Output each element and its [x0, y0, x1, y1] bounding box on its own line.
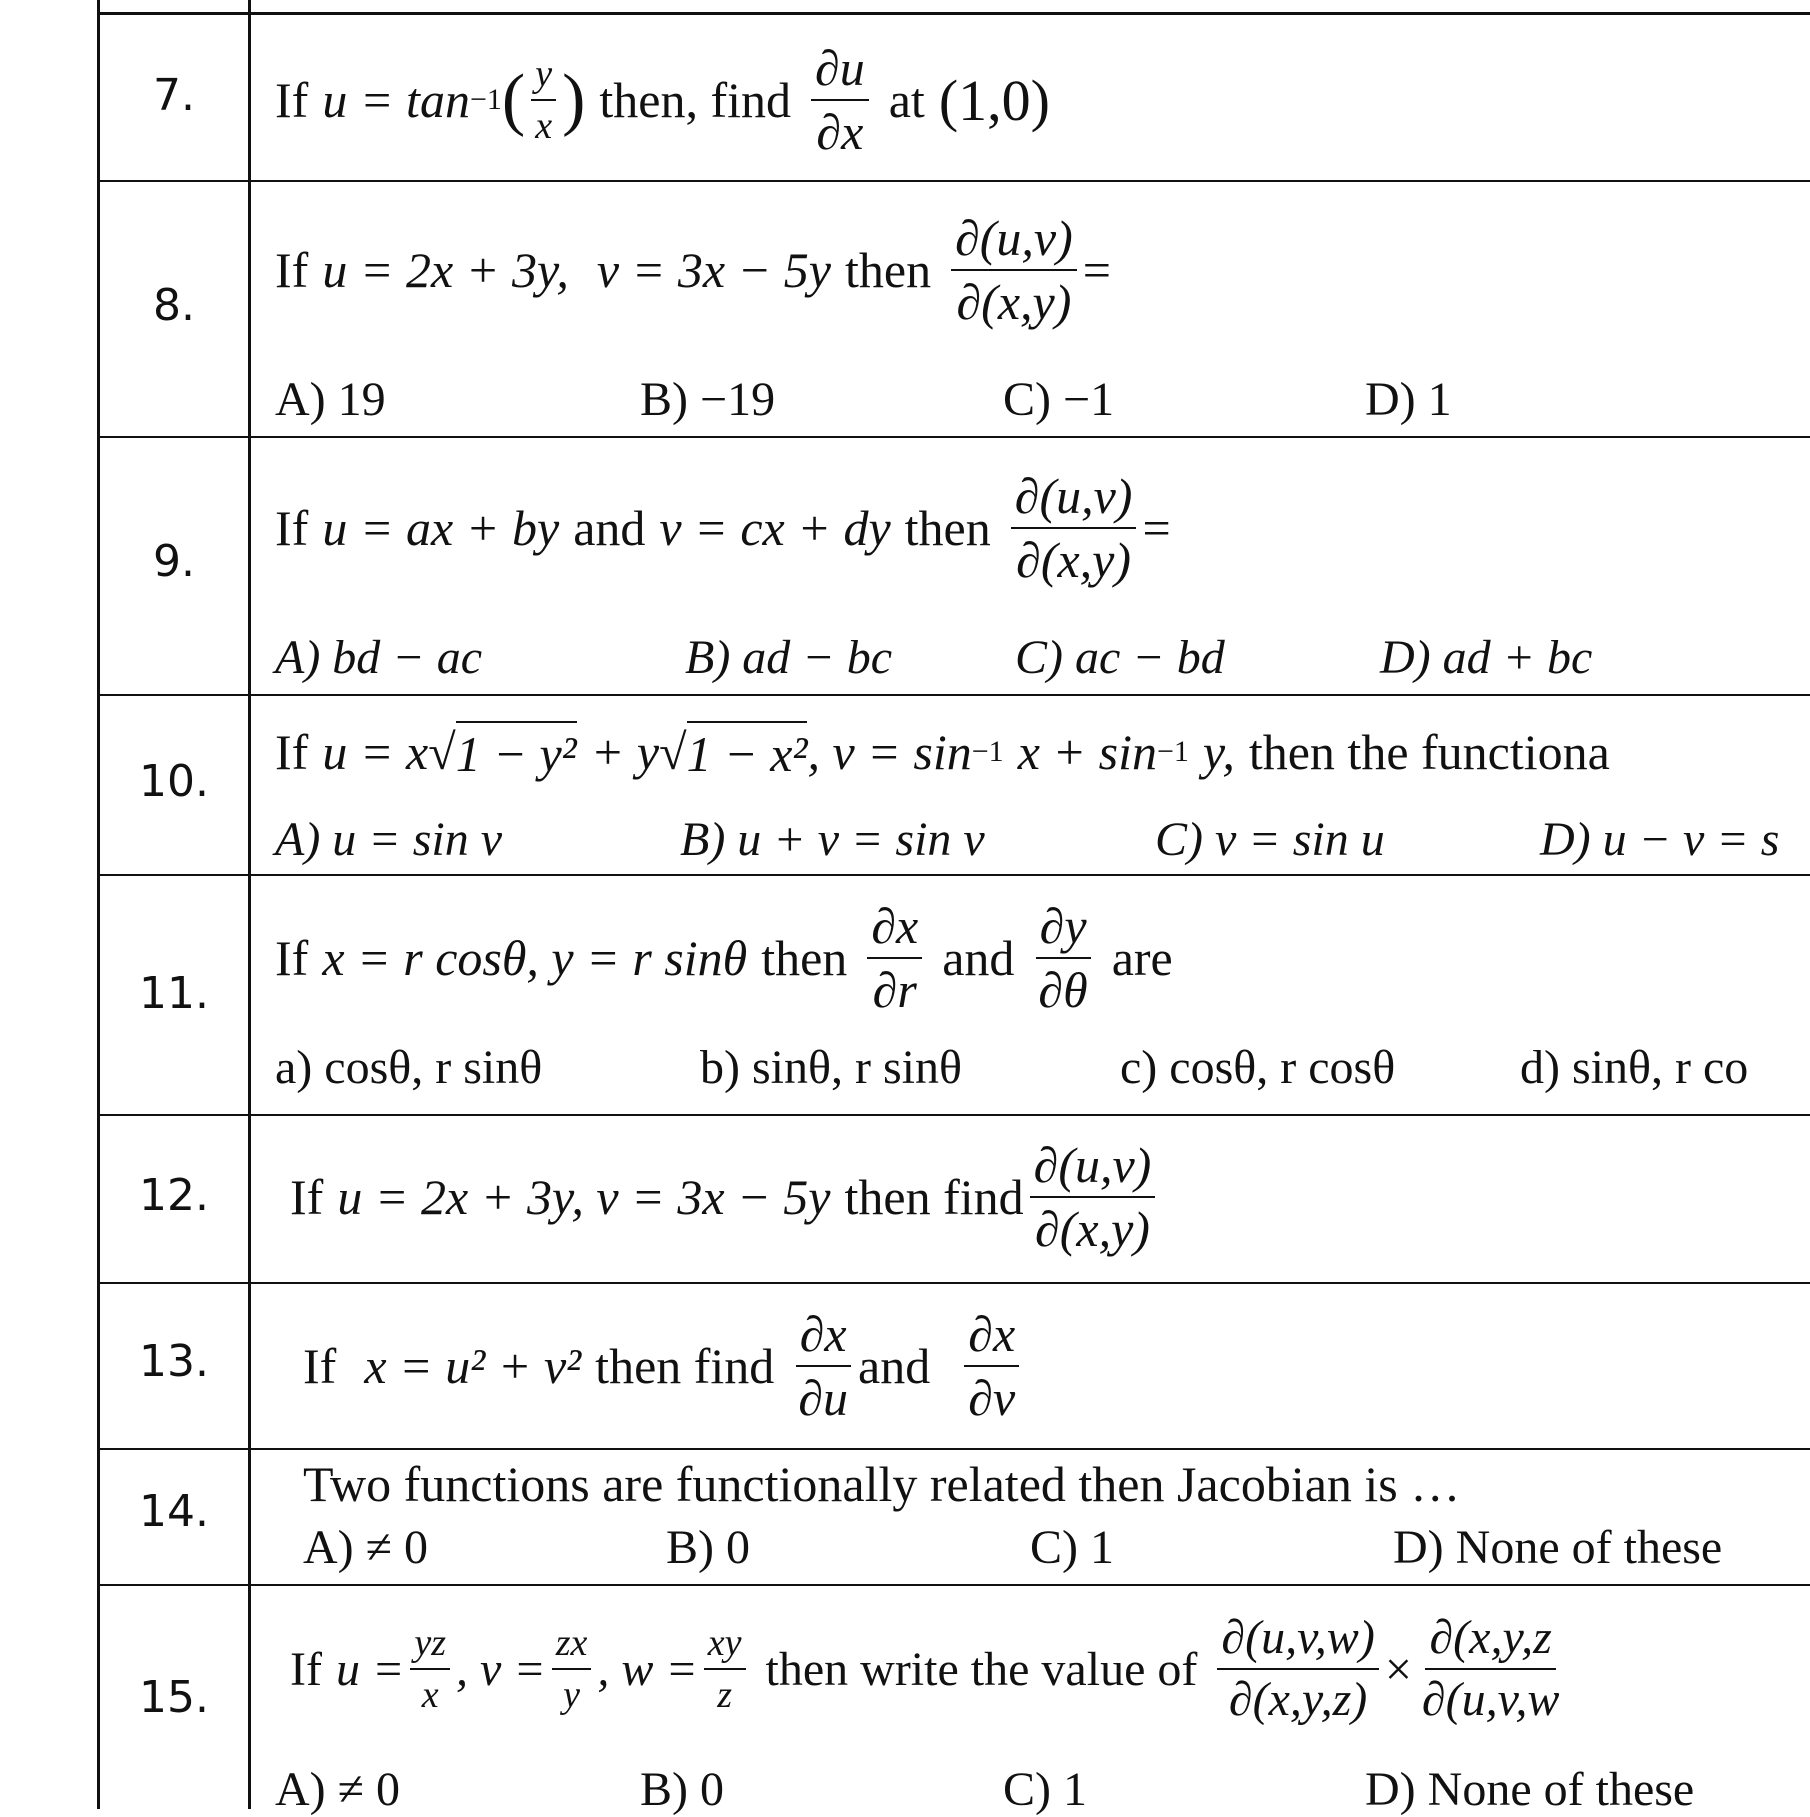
stem-text: then [761, 930, 848, 986]
stem-math: u = ax + by [322, 500, 560, 556]
question-stem [275, 190, 1111, 350]
option-d: d) sinθ, r co [1520, 1041, 1749, 1094]
square-root: 1 − x² [687, 721, 808, 783]
stem-math: u = x [322, 724, 429, 780]
fraction: $\frac{xy}{z}$ [704, 1624, 746, 1714]
stem-text: If [275, 242, 309, 298]
stem-math: v = cx + dy [659, 500, 891, 556]
option-b: B) 0 [666, 1521, 750, 1574]
option-a: A) u = sin v [275, 813, 503, 866]
stem-text: If [275, 724, 309, 780]
question-number: 9. [153, 536, 195, 587]
option-d: D) ad + bc [1380, 631, 1593, 684]
stem-math: x = u² + v² [364, 1338, 582, 1394]
stem-text: Two functions are functionally related then Jacobian is … [303, 1456, 1461, 1512]
option-c: c) cosθ, r cosθ [1120, 1041, 1396, 1094]
fraction: $\frac{\partial x}{\partial v}$ [964, 1309, 1019, 1423]
stem-text: then [904, 500, 991, 556]
option-c: C) −1 [1003, 373, 1115, 426]
jacobian-fraction: $\frac{\partial(u,v,w)}{\partial(x,y,z)}$ [1217, 1614, 1378, 1724]
question-stem [303, 1452, 1460, 1516]
stem-math: u = 2x + 3y, [322, 242, 569, 298]
question-number: 8. [153, 280, 195, 331]
stem-sup: −1 [1156, 735, 1189, 768]
question-stem [275, 448, 1171, 608]
stem-sup: −1 [469, 83, 502, 116]
question-stem [303, 1296, 1025, 1436]
question-stem [275, 888, 1173, 1028]
stem-text: If [303, 1338, 337, 1394]
option-d: D) None of these [1393, 1521, 1723, 1574]
stem-math: u = 2x + 3y, v = 3x − 5y [337, 1169, 831, 1225]
jacobian-fraction: $\frac{\partial(u,v)}{\partial(x,y)}$ [1011, 471, 1137, 585]
stem-text: then the functiona [1248, 724, 1610, 780]
option-b: B) ad − bc [685, 631, 892, 684]
stem-text: then [844, 242, 932, 298]
question-stem: If u = tan −1 ( $\frac{y}{x}$ ) then, find $\frac{\partial u}{\partial x}$ at (1,0) [275, 40, 1050, 160]
stem-text: then find [844, 1169, 1024, 1225]
stem-math: x + sin [1017, 724, 1157, 780]
option-b: B) −19 [640, 373, 776, 426]
question-stem [290, 1594, 1569, 1744]
option-d: D) u − v = s [1540, 813, 1780, 866]
stem-text: then, find [599, 72, 792, 128]
stem-math: (1,0) [938, 67, 1050, 133]
fraction: $\frac{\partial x}{\partial r}$ [867, 901, 922, 1015]
option-a: A) ≠ 0 [303, 1521, 428, 1574]
fraction: $\frac{y}{x}$ [531, 55, 556, 145]
stem-math: u = [335, 1642, 405, 1696]
question-number: 10. [139, 756, 209, 807]
fraction: $\frac{yz}{x}$ [410, 1624, 450, 1714]
question-stem [290, 1124, 1161, 1270]
stem-text: and [573, 500, 646, 556]
jacobian-fraction: $\frac{\partial(u,v)}{\partial(x,y)}$ [1030, 1140, 1156, 1254]
stem-text: = [1142, 500, 1171, 556]
stem-text: If [275, 500, 309, 556]
stem-math: u = tan [322, 72, 470, 128]
jacobian-fraction: $\frac{\partial(u,v)}{\partial(x,y)}$ [951, 213, 1077, 327]
question-number: 14. [139, 1486, 209, 1537]
fraction: $\frac{zx}{y}$ [552, 1624, 592, 1714]
stem-text: are [1111, 930, 1173, 986]
stem-math: + y [590, 724, 660, 780]
stem-text: If [290, 1642, 322, 1696]
stem-text: If [275, 930, 309, 986]
question-number: 15. [139, 1672, 209, 1723]
jacobian-fraction: $\frac{\partial(x,y,z}{\partial(u,v,w}$ [1421, 1611, 1560, 1726]
option-b: b) sinθ, r sinθ [700, 1041, 962, 1094]
stem-text: at [888, 72, 925, 128]
square-root: 1 − y² [456, 721, 577, 783]
option-a: A) ≠ 0 [275, 1763, 400, 1816]
question-stem: If u = x √ 1 − y² + y √ 1 − x² , v = sin −1 x + sin −1 y, then the functiona [275, 712, 1610, 792]
option-d: D) 1 [1365, 373, 1452, 426]
stem-text: If [275, 72, 309, 128]
stem-math: , v = sin [807, 724, 972, 780]
stem-text: If [290, 1169, 324, 1225]
option-c: C) ac − bd [1015, 631, 1225, 684]
question-number: 7. [153, 70, 195, 121]
option-c: C) v = sin u [1155, 813, 1385, 866]
table-left-border [97, 0, 100, 1809]
option-a: A) bd − ac [275, 631, 482, 684]
stem-text: and [942, 930, 1015, 986]
stem-text: = [1082, 242, 1111, 298]
stem-math: x = r cosθ, y = r sinθ [322, 930, 748, 986]
stem-text: then write the value of [765, 1642, 1198, 1696]
question-number: 11. [139, 968, 209, 1019]
fraction: $\frac{\partial x}{\partial u}$ [794, 1309, 852, 1423]
fraction: $\frac{\partial u}{\partial x}$ [811, 43, 869, 157]
option-c: C) 1 [1030, 1521, 1114, 1574]
question-number: 12. [139, 1170, 209, 1221]
option-c: C) 1 [1003, 1763, 1087, 1816]
option-b: B) 0 [640, 1763, 724, 1816]
stem-text: then find [595, 1338, 775, 1394]
number-column-divider [248, 0, 251, 1809]
fraction: $\frac{\partial y}{\partial\theta}$ [1034, 901, 1091, 1015]
option-d: D) None of these [1365, 1763, 1695, 1816]
stem-sup: −1 [971, 735, 1004, 768]
stem-text: and [858, 1338, 931, 1394]
stem-math: , v = [456, 1642, 546, 1696]
option-a: A) 19 [275, 373, 386, 426]
stem-math: y, [1202, 724, 1235, 780]
stem-math: , w = [597, 1642, 698, 1696]
option-b: B) u + v = sin v [680, 813, 985, 866]
stem-text: × [1384, 1642, 1412, 1696]
stem-math: v = 3x − 5y [596, 242, 831, 298]
question-number: 13. [139, 1336, 209, 1387]
option-a: a) cosθ, r sinθ [275, 1041, 543, 1094]
